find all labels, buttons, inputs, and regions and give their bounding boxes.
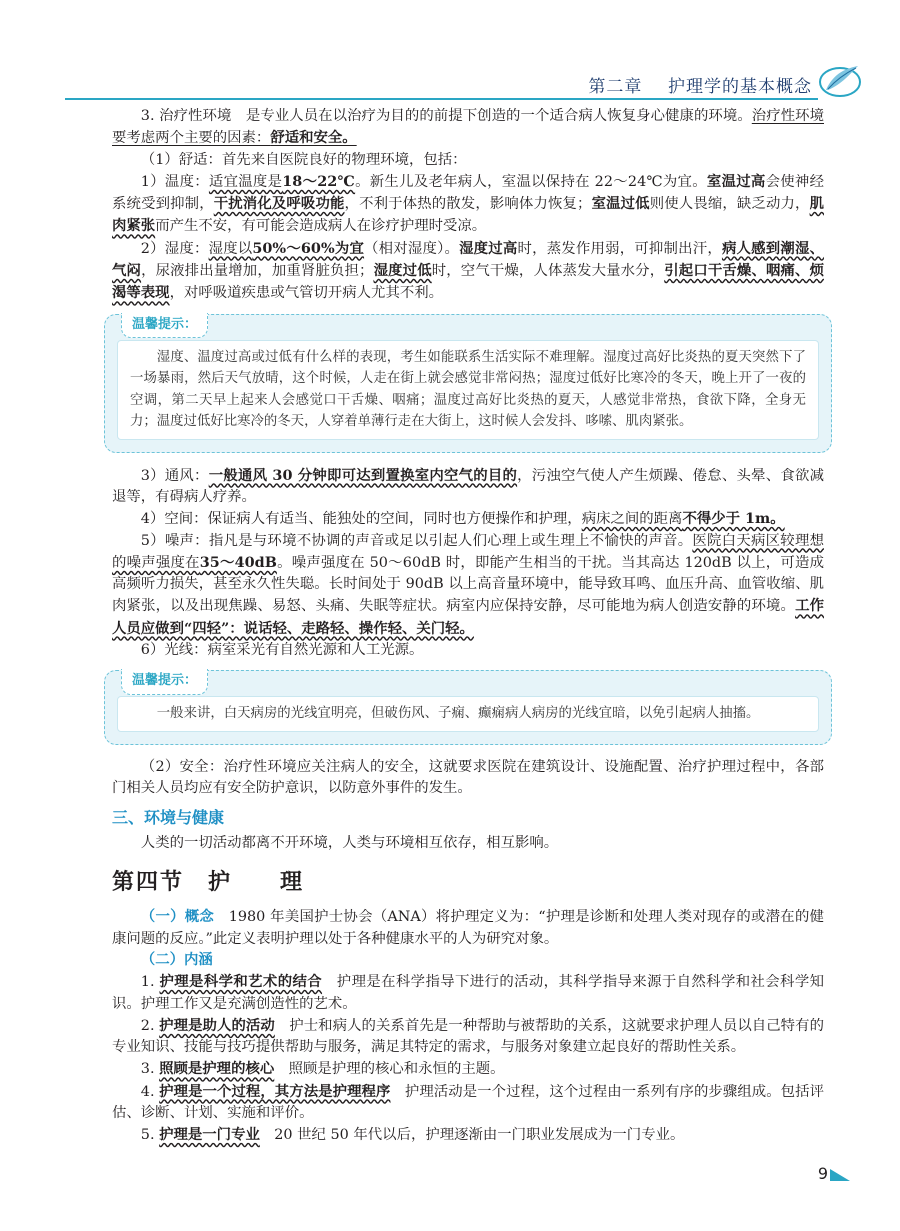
feather-logo-icon	[816, 60, 864, 100]
therapeutic-environment-paragraph: 3. 治疗性环境 是专业人员在以治疗为目的的前提下创造的一个适合病人恢复身心健康的环境。治疗性环境要考虑两个主要的因素：舒适和安全。	[112, 108, 824, 147]
light-paragraph: 6）光线：病室采光有自然光源和人工光源。	[140, 642, 424, 659]
section-heading: 三、环境与健康	[112, 808, 225, 828]
environment-health-paragraph: 人类的一切活动都离不开环境，人类与环境相互依存，相互影响。	[140, 834, 559, 851]
connotation-item: 4. 护理是一个过程，其方法是护理程序 护理活动是一个过程，这个过程由一系列有序的步骤组成。包括评估、诊断、计划、实施和评价。	[112, 1082, 824, 1121]
warm-tip-body	[117, 696, 819, 732]
warm-tip-box	[104, 670, 832, 745]
connotation-item: 3. 照顾是护理的核心 照顾是护理的核心和永恒的主题。	[140, 1060, 505, 1078]
warm-tip-text: 一般来讲，白天病房的光线宜明亮，但破伤风、子痫、癫痫病人病房的光线宜暗，以免引起病人抽搐。	[156, 706, 760, 722]
warm-tip-label: 温馨提示：	[121, 669, 208, 694]
page-number: 9	[817, 1164, 828, 1183]
chapter-heading	[588, 72, 812, 97]
concept-label: （一）概念	[140, 909, 215, 926]
header-rule	[65, 98, 818, 100]
section-four-heading: 第四节 护 理	[112, 870, 305, 896]
warm-tip-body	[117, 340, 819, 440]
warm-tip-text: 湿度、温度过高或过低有什么样的表现，考生如能联系生活实际不难理解。湿度过高好比炎热的夏天突然下了一场暴雨，然后天气放晴，这个时候，人走在街上就会感觉非常闷热；湿度过低好比寒冷的冬天，晚上开了一夜的空调，第二天早上起来人会感觉口干舌燥、咽痛；温度过高好比炎热的夏天，人感觉非常热，食欲下降，全身无力；温度过低好比寒冷的冬天，人穿着单薄行走在大街上，这时候人会发抖、哆嗦、肌肉紧张。	[130, 349, 806, 430]
warm-tip-box	[104, 314, 832, 453]
connotation-item: 1. 护理是科学和艺术的结合 护理是在科学指导下进行的活动，其科学指导来源于自然科学和社会科学知识。护理工作又是充满创造性的艺术。	[112, 973, 824, 1012]
noise-paragraph: 5）噪声：指凡是与环境不协调的声音或足以引起人们心理上或生理上不愉快的声音。医院白天病区较理想的噪声强度在35～40dB。噪声强度在 50～60dB 时，即能产生相当的干扰。当其高达 120dB 以上，可造成高频听力损失，甚至永久性失聪。长时间处于 90dB 以上高音量环境中，能导致耳鸣、血压升高、血管收缩、肌肉紧张，以及出现焦躁、易怒、头痛、失眠等症状。病室内应保持安静，尽可能地为病人创造安静的环境。工作人员应做到“四轻”：说话轻、走路轻、操作轻、关门轻。	[112, 532, 824, 637]
humidity-paragraph: 2）湿度：湿度以50%～60%为宜（相对湿度）。湿度过高时，蒸发作用弱，可抑制出汗，病人感到潮湿、气闷，尿液排出量增加，加重肾脏负担；湿度过低时，空气干燥，人体蒸发大量水分，引起口干舌燥、咽痛、烦渴等表现，对呼吸道疾患或气管切开病人尤其不利。	[112, 239, 824, 302]
safety-paragraph: （2）安全：治疗性环境应关注病人的安全，这就要求医院在建筑设计、设施配置、治疗护理过程中，各部门相关人员均应有安全防护意识，以防意外事件的发生。	[112, 758, 824, 797]
chapter-number: 第二章	[588, 77, 643, 97]
connotation-item: 2. 护理是助人的活动 护士和病人的关系首先是一种帮助与被帮助的关系，这就要求护理人员以自己特有的专业知识、技能与技巧提供帮助与服务，满足其特定的需求，与服务对象建立起良好的帮助性关系。	[112, 1016, 824, 1056]
space-paragraph: 4）空间：保证病人有适当、能独处的空间，同时也方便操作和护理，病床之间的距离不得少于 1m。	[140, 510, 785, 528]
comfort-paragraph: （1）舒适：首先来自医院良好的物理环境，包括：	[140, 151, 467, 168]
connotation-item: 5. 护理是一门专业 20 世纪 50 年代以后，护理逐渐由一门职业发展成为一门专业。	[140, 1126, 685, 1144]
concept-paragraph: （一）概念 1980 年美国护士协会（ANA）将护理定义为：“护理是诊断和处理人类对现存的或潜在的健康问题的反应。”此定义表明护理以处于各种健康水平的人为研究对象。	[112, 909, 824, 947]
warm-tip-label: 温馨提示：	[121, 313, 208, 338]
connotation-heading: （二）内涵	[140, 951, 213, 968]
ventilation-paragraph: 3）通风：一般通风 30 分钟即可达到置换室内空气的目的，污浊空气使人产生烦躁、倦怠、头晕、食欲减退等，有碍病人疗养。	[112, 466, 824, 505]
page-header	[0, 58, 900, 98]
chapter-title: 护理学的基本概念	[668, 77, 812, 97]
page-content	[112, 106, 824, 1147]
temperature-paragraph: 1）温度：适宜温度是18～22℃。新生儿及老年病人，室温以保持在 22～24℃为宜。室温过高会使神经系统受到抑制，干扰消化及呼吸功能，不利于体热的散发，影响体力恢复；室温过低则使人畏缩，缺乏动力，肌肉紧张而产生不安，有可能会造成病人在诊疗护理时受凉。	[112, 172, 824, 235]
page-corner-mark-icon	[828, 1167, 852, 1183]
